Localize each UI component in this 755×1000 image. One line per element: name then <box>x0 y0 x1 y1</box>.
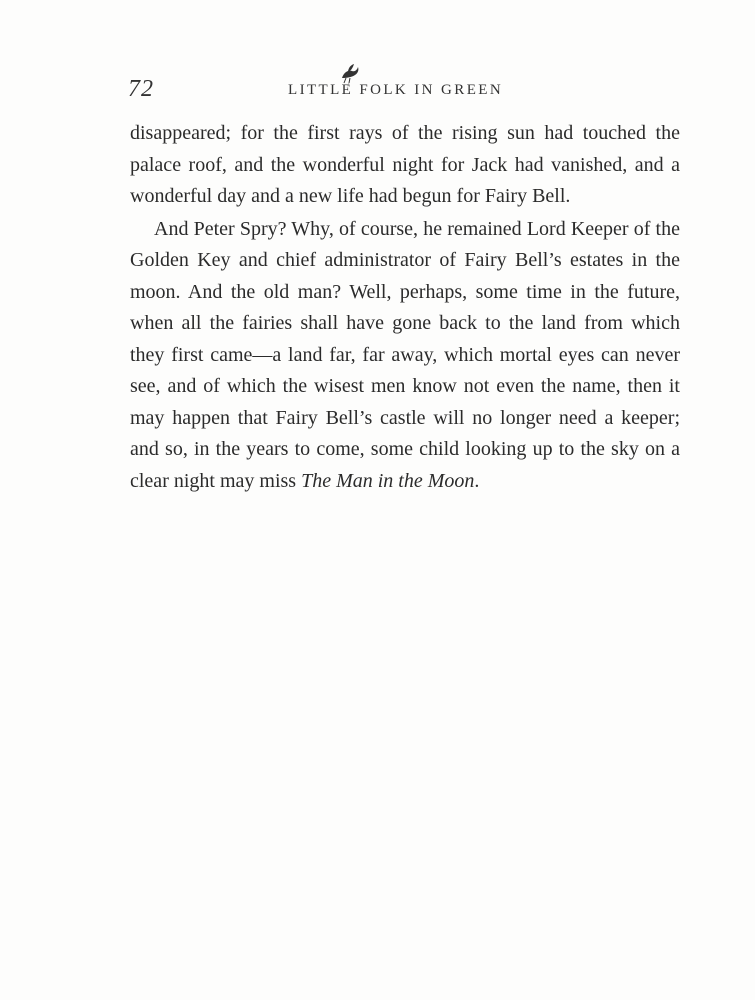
paragraph-2-italic-title: The Man in the Moon <box>301 469 475 492</box>
page-number: 72 <box>128 76 154 102</box>
paragraph-2-text: And Peter Spry? Why, of course, he remained Lord Keeper of the Golden Key and chief administrator of Fairy Bell’s estates in the moon. And the old man? Well, perhaps, some time in the future, when all the fairies shall have gone back to the land from which they first came—a land far, far away, which mortal eyes can never see, and of which the wisest men know not even the name, then it may happen that Fairy Bell’s castle will no longer need a keeper; and so, in the years to come, some child looking up to the sky on a clear night may miss <box>130 217 680 492</box>
page-header <box>128 74 680 106</box>
paragraph-2 <box>130 214 680 498</box>
paragraph-2-end: . <box>474 469 480 492</box>
running-title: LITTLE FOLK IN GREEN <box>288 82 504 98</box>
body-text <box>130 118 680 497</box>
paragraph-1: disappeared; for the first rays of the rising sun had touched the palace roof, and the wonderful night for Jack had vanished, and a wonderful day and a new life had begun for Fairy Bell. <box>130 122 680 207</box>
